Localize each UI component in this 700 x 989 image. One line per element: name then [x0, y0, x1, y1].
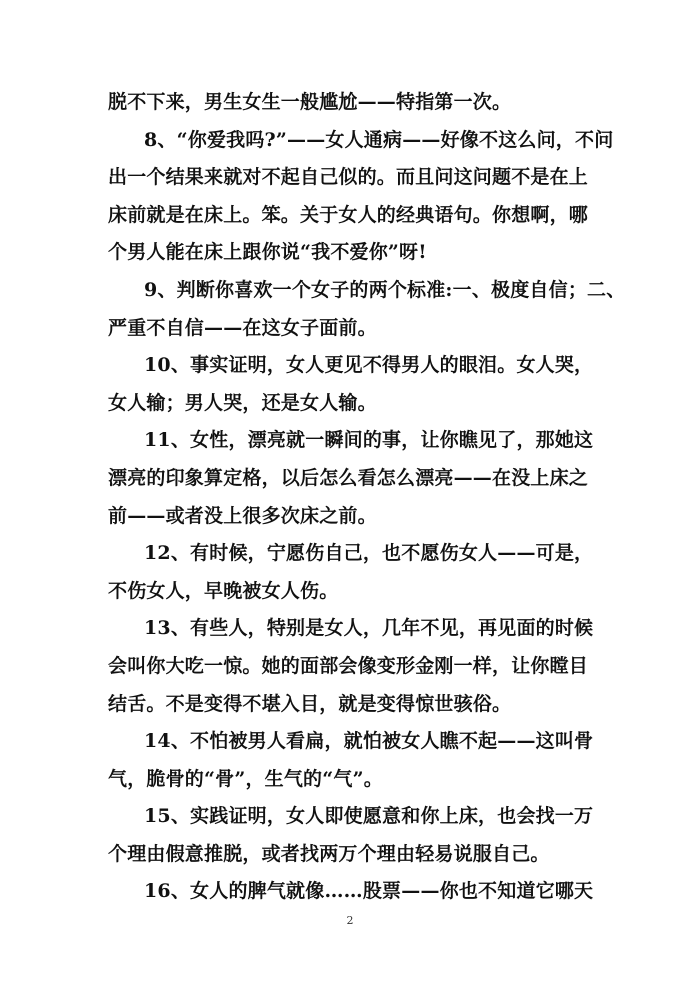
- page-number: 2: [346, 914, 354, 927]
- text-line: 严重不自信——在这女子面前。: [108, 316, 377, 339]
- text-line: 14、不怕被男人看扁，就怕被女人瞧不起——这叫骨: [144, 730, 594, 753]
- text-line: 个理由假意推脱，或者找两万个理由轻易说服自己。: [108, 842, 550, 865]
- text-line: 13、有些人，特别是女人，几年不见，再见面的时候: [144, 617, 594, 640]
- text-line: 个男人能在床上跟你说“我不爱你”呀!: [108, 241, 427, 264]
- text-line: 15、实践证明，女人即使愿意和你上床，也会找一万: [144, 805, 594, 828]
- body-text: [108, 84, 626, 911]
- text-line: 气，脆骨的“骨”，生气的“气”。: [108, 767, 383, 790]
- text-line: 漂亮的印象算定格，以后怎么看怎么漂亮——在没上床之: [108, 466, 589, 489]
- text-line: 8、“你爱我吗?”——女人通病——好像不这么问，不问: [144, 128, 614, 151]
- text-line: 床前就是在床上。笨。关于女人的经典语句。你想啊，哪: [108, 203, 589, 226]
- text-line: 出一个结果来就对不起自己似的。而且问这问题不是在上: [108, 166, 589, 189]
- text-line: 会叫你大吃一惊。她的面部会像变形金刚一样，让你瞠目: [108, 654, 589, 677]
- text-line: 10、事实证明，女人更见不得男人的眼泪。女人哭，: [144, 354, 594, 377]
- text-line: 11、女性，漂亮就一瞬间的事，让你瞧见了，那她这: [144, 429, 594, 452]
- text-line: 9、判断你喜欢一个女子的两个标准:一、极度自信；二、: [144, 278, 626, 301]
- text-line: 女人输；男人哭，还是女人输。: [108, 391, 377, 414]
- text-line: 脱不下来，男生女生一般尴尬——特指第一次。: [108, 91, 512, 113]
- text-line: 结舌。不是变得不堪入目，就是变得惊世骇俗。: [108, 692, 512, 715]
- text-line: 12、有时候，宁愿伤自己，也不愿伤女人——可是，: [144, 542, 594, 565]
- text-line: 不伤女人，早晚被女人伤。: [108, 579, 339, 602]
- text-line: 前——或者没上很多次床之前。: [108, 504, 377, 527]
- text-line: 16、女人的脾气就像……股票——你也不知道它哪天: [144, 880, 594, 903]
